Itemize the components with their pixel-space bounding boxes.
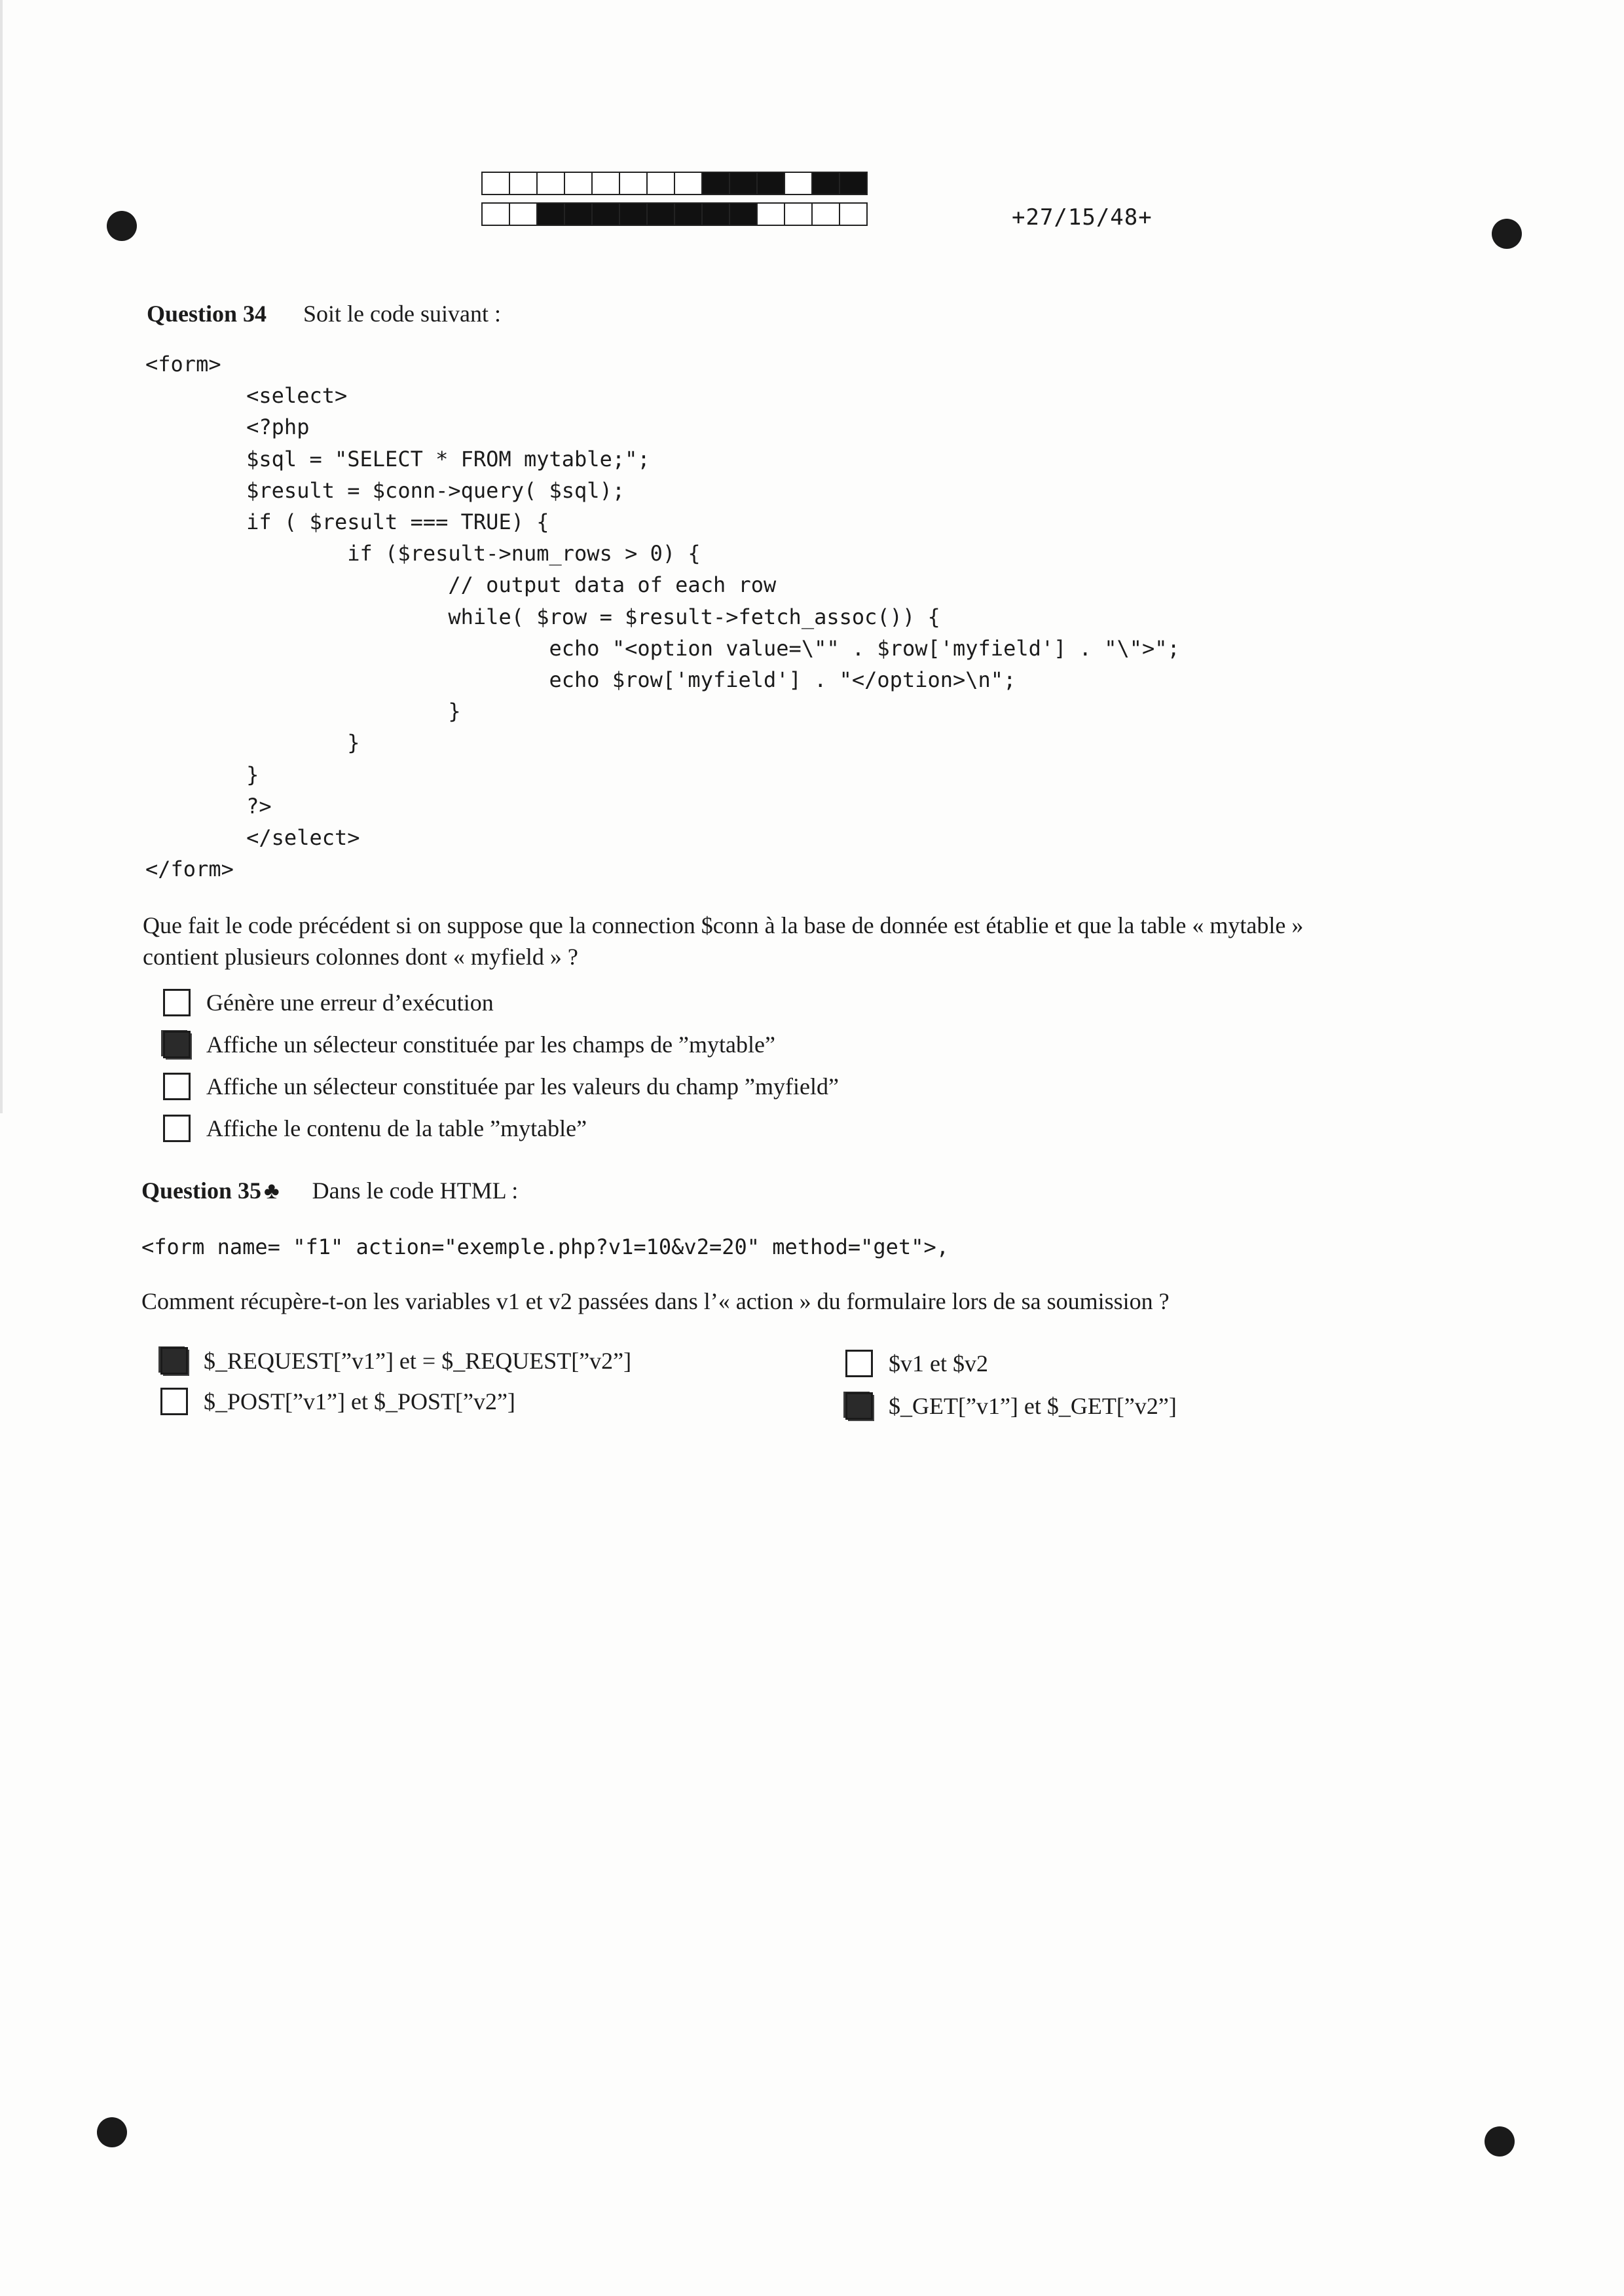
barcode-cell [839,202,868,226]
barcode-cell [701,202,730,226]
answer-label: $_REQUEST[”v1”] et = $_REQUEST[”v2”] [204,1348,632,1374]
barcode-cell [784,202,813,226]
barcode-cell [756,172,785,195]
barcode-cell [729,202,758,226]
answer-label: $v1 et $v2 [889,1350,988,1377]
question-34-answer-2[interactable] [163,1031,775,1058]
barcode-row-1 [481,172,866,195]
checkbox-checked[interactable] [163,1031,191,1058]
question-35-answer-2[interactable] [845,1350,988,1377]
scan-edge [0,0,3,1113]
question-35-text: Comment récupère-t-on les variables v1 et v2 passées dans l’« action » du formulaire lors de sa soumission ? [141,1288,1170,1314]
checkbox[interactable] [845,1350,873,1377]
checkbox[interactable] [163,1115,191,1142]
answer-label: Affiche le contenu de la table ”mytable” [206,1115,587,1141]
question-35-answer-1[interactable] [160,1347,631,1375]
question-34-text-line-1: Que fait le code précédent si on suppose que la connection $conn à la base de donnée est établie et que la table « mytable » [143,912,1304,938]
barcode-cell [591,202,620,226]
question-34-number: Question 34 [147,301,267,327]
club-icon: ♣ [264,1177,280,1204]
checkbox-checked[interactable] [845,1392,873,1420]
registration-mark-bottom-left [97,2117,127,2147]
registration-mark-bottom-right [1485,2126,1515,2157]
barcode-cell [619,172,648,195]
barcode-cell [619,202,648,226]
registration-mark-top-left [107,211,137,241]
registration-mark-top-right [1492,219,1522,249]
answer-label: $_POST[”v1”] et $_POST[”v2”] [204,1388,515,1415]
question-34-intro: Soit le code suivant : [303,301,501,327]
barcode-cell [481,202,510,226]
barcode-cell [646,202,675,226]
barcode-cell [701,172,730,195]
question-34-code: <form> <select> <?php $sql = "SELECT * FROM mytable;"; $result = $conn->query( $sql); if ( $result === TRUE) { if ($result->num_rows > 0) { // output data of each row while( $row = $result->fetch_assoc()) { echo "<option value=\"" . $row['myfield'] . "\">"; echo $row['myfield'] . "</option>\n"; } } } ?> </select> </form> [145,352,1180,882]
barcode-cell [674,172,703,195]
barcode-cell [674,202,703,226]
question-34-text [143,910,1303,972]
barcode-cell [756,202,785,226]
barcode-cell [536,202,565,226]
page-identifier: +27/15/48+ [1012,204,1153,231]
barcode-cell [811,172,840,195]
barcode-cell [811,202,840,226]
barcode-cell [646,172,675,195]
answer-label: Affiche un sélecteur constituée par les champs de ”mytable” [206,1031,775,1058]
question-35-intro: Dans le code HTML : [312,1177,519,1204]
question-34-text-line-2: contient plusieurs colonnes dont « myfield » ? [143,944,578,970]
barcode-cell [509,172,538,195]
question-35-code: <form name= "f1" action="exemple.php?v1=10&v2=20" method="get">, [141,1234,949,1259]
barcode-cell [784,172,813,195]
barcode-row-2 [481,202,866,226]
question-34-answer-4[interactable] [163,1115,587,1142]
barcode-cell [839,172,868,195]
barcode-cell [564,202,593,226]
barcode-cell [481,172,510,195]
question-35-number: Question 35 [141,1177,262,1204]
checkbox[interactable] [163,1073,191,1100]
question-35-header [141,1177,518,1204]
question-34-answer-3[interactable] [163,1073,839,1100]
checkbox[interactable] [160,1388,188,1415]
question-34-answer-1[interactable] [163,989,494,1016]
checkbox-checked[interactable] [160,1347,188,1375]
answer-label: $_GET[”v1”] et $_GET[”v2”] [889,1393,1177,1419]
answer-label: Affiche un sélecteur constituée par les valeurs du champ ”myfield” [206,1073,839,1100]
barcode-cell [509,202,538,226]
barcode-cell [564,172,593,195]
barcode-cell [536,172,565,195]
checkbox[interactable] [163,989,191,1016]
barcode-cell [729,172,758,195]
answer-label: Génère une erreur d’exécution [206,990,494,1016]
barcode-cell [591,172,620,195]
question-34-header [147,300,501,327]
question-35-answer-3[interactable] [160,1388,515,1415]
question-35-answer-4[interactable] [845,1392,1177,1420]
